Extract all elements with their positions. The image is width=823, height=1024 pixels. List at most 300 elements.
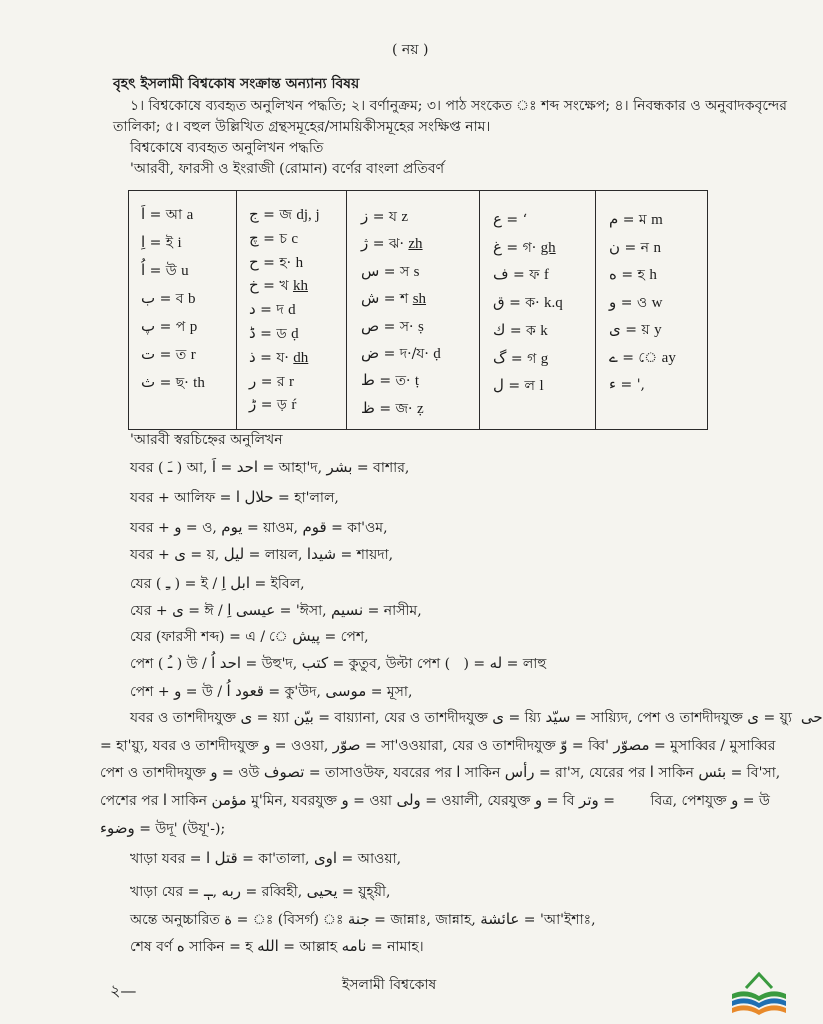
bengali-text: = সা'ওওয়ারা, যের ও তাশদীদযুক্ত bbox=[360, 738, 561, 754]
arabic-word: ـِ bbox=[165, 574, 171, 592]
roman-equivalent: m bbox=[651, 212, 663, 228]
bengali-equivalent: = ক bbox=[509, 323, 536, 339]
vowel-rule-line bbox=[130, 707, 823, 729]
arabic-word: ى bbox=[172, 601, 184, 619]
bengali-equivalent: = ই bbox=[149, 235, 174, 251]
logo-roof bbox=[746, 974, 772, 988]
roman-equivalent: th bbox=[193, 375, 205, 391]
vowel-rule-line bbox=[100, 762, 781, 784]
bengali-text: = য়, bbox=[185, 547, 224, 563]
arabic-letter: و bbox=[609, 293, 617, 311]
bengali-equivalent: = য় bbox=[625, 322, 650, 338]
letter-row bbox=[361, 370, 419, 391]
letter-row bbox=[361, 316, 424, 337]
roman-equivalent: p bbox=[189, 319, 198, 335]
letter-row bbox=[141, 204, 193, 225]
arabic-letter: ڈ bbox=[249, 324, 256, 342]
bengali-equivalent: = ছ· bbox=[159, 375, 189, 391]
bengali-text: = হা'য়্যু, যবর ও তাশদীদযুক্ত bbox=[100, 738, 264, 754]
arabic-word: ى bbox=[174, 545, 186, 563]
arabic-word: اُ bbox=[226, 682, 231, 700]
arabic-word: حلال bbox=[244, 488, 274, 506]
bengali-text: = আল্লাহ bbox=[278, 939, 342, 955]
bengali-text: = হা'লাল, bbox=[273, 490, 339, 506]
bengali-text: = ব্বি' bbox=[567, 738, 614, 754]
bengali-text: = কা'তালা, bbox=[237, 851, 314, 867]
bengali-text: যবর + আলিফ = bbox=[130, 490, 236, 506]
arabic-word: پيش bbox=[292, 627, 321, 645]
arabic-word: اُ bbox=[211, 654, 216, 672]
bengali-equivalent: = হ· bbox=[263, 255, 292, 271]
letter-row bbox=[609, 237, 661, 258]
letter-row bbox=[249, 371, 294, 392]
arabic-word: ا bbox=[162, 791, 168, 809]
arabic-letter: گ bbox=[493, 349, 507, 367]
roman-equivalent: w bbox=[651, 295, 663, 311]
bengali-text: = সায়্যিদ, পেশ ও তাশদীদযুক্ত bbox=[570, 710, 748, 726]
letter-row bbox=[493, 264, 549, 285]
bengali-equivalent: = ʻ bbox=[506, 212, 528, 228]
bengali-equivalent: = প bbox=[159, 319, 186, 335]
letter-row bbox=[493, 292, 563, 313]
roman-equivalent: i bbox=[177, 235, 182, 251]
arabic-letter: ء bbox=[609, 375, 617, 393]
arabic-word: ابل bbox=[230, 574, 250, 592]
bengali-text: ) = ই / bbox=[170, 576, 222, 592]
bengali-text: = বায়্যানা, যের ও তাশদীদযুক্ত bbox=[313, 710, 493, 726]
bengali-text: = ঃ (বিসর্গ) ঃ bbox=[232, 912, 348, 928]
arabic-letter: ح bbox=[249, 253, 259, 271]
arabic-word: تصوف bbox=[263, 763, 305, 781]
bengali-text: = শায়দা, bbox=[336, 547, 394, 563]
bengali-equivalent: = জ bbox=[263, 207, 292, 223]
page-marker: ( নয় ) bbox=[392, 42, 429, 58]
letter-row bbox=[249, 347, 308, 368]
vowel-rule-line bbox=[130, 881, 712, 903]
bengali-equivalent: = ও bbox=[620, 295, 648, 311]
bengali-text: = নামাহ। bbox=[366, 939, 424, 955]
bengali-text: = তাসাওউফ, যবরের পর bbox=[304, 765, 457, 781]
bengali-text: = কুতুব, উল্টা পেশ ( ) = bbox=[328, 656, 490, 672]
letter-row bbox=[493, 320, 548, 341]
arabic-word: سيّد bbox=[545, 708, 571, 726]
arabic-word: جنة bbox=[347, 910, 370, 928]
bengali-text: শেষ বর্ণ bbox=[130, 939, 177, 955]
bengali-text: = বি bbox=[542, 793, 580, 809]
contents-line-2: তালিকা; ৫। বহুল উল্লিখিত গ্রন্থসমূহের/সাময়িকীসমূহের সংক্ষিপ্ত নাম। bbox=[113, 119, 491, 135]
roman-equivalent: dj, j bbox=[296, 207, 320, 223]
bengali-text: = 'আ'ইশাঃ, bbox=[519, 912, 596, 928]
vowel-rule-line bbox=[100, 790, 770, 812]
roman-equivalent: z bbox=[401, 209, 409, 225]
roman-equivalent: r bbox=[289, 374, 295, 390]
bengali-text: = উহু'দ, bbox=[241, 656, 302, 672]
bengali-equivalent: = আ bbox=[149, 207, 183, 223]
bengali-text: = ওওয়া, bbox=[270, 738, 333, 754]
vowel-rule-line bbox=[130, 517, 712, 539]
bengali-equivalent: = ত bbox=[159, 347, 187, 363]
column-divider bbox=[236, 191, 237, 429]
roman-equivalent: h bbox=[649, 267, 657, 283]
arabic-word: له bbox=[489, 654, 503, 672]
bengali-equivalent: = ে bbox=[622, 350, 658, 366]
column-divider bbox=[479, 191, 480, 429]
arabic-letter: ك bbox=[493, 321, 506, 339]
roman-equivalent: b bbox=[188, 291, 196, 307]
bengali-text: = বি'সা, bbox=[726, 765, 781, 781]
bengali-text: = উ / bbox=[181, 684, 227, 700]
arabic-letter: ر bbox=[249, 372, 257, 390]
arabic-letter: ض bbox=[361, 344, 380, 362]
bengali-equivalent: = ব bbox=[159, 291, 184, 307]
bengali-text: = ওয়ালী, যেরযুক্ত bbox=[420, 793, 535, 809]
arabic-word: قوم bbox=[302, 518, 327, 536]
vowel-rule-line bbox=[130, 457, 712, 479]
arabic-word: اَ bbox=[211, 458, 217, 476]
arabic-letter: اُ bbox=[141, 261, 146, 279]
bengali-equivalent: = গ· bbox=[506, 240, 537, 256]
bengali-equivalent: = উ bbox=[149, 263, 177, 279]
arabic-letter: د bbox=[249, 300, 256, 318]
bengali-equivalent: = ম bbox=[622, 212, 647, 228]
arabic-word: وّ bbox=[560, 736, 568, 754]
arabic-word: ا bbox=[205, 849, 211, 867]
bengali-text: = উ bbox=[738, 793, 770, 809]
arabic-letter: ت bbox=[141, 345, 156, 363]
roman-equivalent: gh bbox=[540, 240, 556, 256]
roman-equivalent: dh bbox=[293, 350, 309, 366]
roman-equivalent: l bbox=[539, 378, 544, 394]
letter-row bbox=[609, 347, 676, 368]
arabic-word: اِ bbox=[227, 601, 232, 619]
arabic-word: و bbox=[210, 763, 218, 781]
bengali-equivalent: = ক· bbox=[509, 295, 540, 311]
arabic-word: ا bbox=[456, 763, 461, 781]
bengali-equivalent: = দ·/য· bbox=[383, 346, 429, 362]
arabic-word: نامه bbox=[341, 937, 367, 955]
letter-row bbox=[249, 275, 308, 296]
bengali-text: = আওয়া, bbox=[337, 851, 402, 867]
arabic-word: شيدا bbox=[306, 545, 337, 563]
arabic-letter: م bbox=[609, 210, 619, 228]
vowel-rule-line bbox=[100, 735, 776, 757]
bengali-text: অন্তে অনুচ্চারিত bbox=[130, 912, 225, 928]
table-caption: 'আরবী, ফারসী ও ইংরাজী (রোমান) বর্ণের বাংলা প্রতিবর্ণ bbox=[130, 161, 445, 177]
vowel-rule-line bbox=[130, 626, 712, 648]
bengali-text: যের (ফারসী শব্দ) = এ / ে bbox=[130, 629, 293, 645]
bengali-text: = য়্যু bbox=[759, 710, 801, 726]
arabic-word: عيسى bbox=[235, 601, 276, 619]
vowel-rule-line bbox=[130, 681, 712, 703]
bengali-text: সাকিন bbox=[653, 765, 699, 781]
letter-row bbox=[141, 288, 196, 309]
roman-equivalent: u bbox=[181, 263, 189, 279]
vowel-rule-line bbox=[100, 818, 712, 840]
arabic-letter: غ bbox=[493, 238, 502, 256]
bengali-text: পেশ ( bbox=[130, 656, 168, 672]
roman-equivalent: ṣ bbox=[417, 319, 424, 335]
bengali-text: = ইবিল, bbox=[250, 576, 305, 592]
arabic-letter: چ bbox=[249, 229, 259, 247]
bengali-text: = নাসীম, bbox=[363, 603, 422, 619]
arabic-word: ـُ bbox=[167, 654, 173, 672]
book-logo-icon bbox=[728, 968, 790, 1020]
arabic-word: اوى bbox=[313, 849, 338, 867]
subheading: বিশ্বকোষে ব্যবহৃত অনুলিখন পদ্ধতি bbox=[130, 140, 324, 156]
bengali-equivalent: = গ bbox=[510, 351, 537, 367]
arabic-word: ه bbox=[176, 937, 185, 955]
letter-row bbox=[609, 319, 662, 340]
letter-row bbox=[141, 344, 196, 365]
bengali-text: = জান্নাঃ, জান্নাহ, bbox=[369, 912, 481, 928]
roman-equivalent: c bbox=[291, 231, 299, 247]
bengali-text: = মুসাব্বির / মুসাব্বির bbox=[649, 738, 776, 754]
bengali-text: যের + bbox=[130, 603, 173, 619]
arabic-word: قتل bbox=[214, 849, 238, 867]
roman-equivalent: y bbox=[654, 322, 662, 338]
arabic-letter: ب bbox=[141, 289, 156, 307]
arabic-letter: ق bbox=[493, 293, 505, 311]
arabic-word: ى bbox=[747, 708, 760, 726]
bengali-text: = উদূ' (উযূ'-); bbox=[134, 821, 226, 837]
arabic-word: وتر bbox=[579, 791, 599, 809]
vowel-rule-line bbox=[130, 848, 712, 870]
letter-row bbox=[361, 261, 420, 282]
bengali-text: সাকিন = হ bbox=[184, 939, 258, 955]
vowel-rule-line bbox=[130, 600, 712, 622]
bengali-text: = ও, bbox=[181, 520, 222, 536]
letter-row bbox=[249, 252, 303, 273]
bengali-text: = য়্যি bbox=[504, 710, 546, 726]
arabic-word: عائشة bbox=[480, 910, 520, 928]
bengali-text: পেশ + bbox=[130, 684, 175, 700]
arabic-word: ـٖ bbox=[203, 882, 213, 900]
bengali-equivalent: = ন bbox=[624, 240, 650, 256]
bengali-equivalent: = ড bbox=[260, 326, 287, 342]
roman-equivalent: ḍ bbox=[433, 346, 441, 362]
bengali-text: মু'মিন, যবরযুক্ত bbox=[246, 793, 342, 809]
roman-equivalent: ay bbox=[661, 350, 676, 366]
bengali-equivalent: = ল bbox=[508, 378, 535, 394]
arabic-letter: ز bbox=[361, 207, 369, 225]
roman-equivalent: ḍ bbox=[291, 326, 299, 342]
bengali-equivalent: = দ bbox=[260, 302, 284, 318]
arabic-letter: ه bbox=[609, 265, 617, 283]
arabic-letter: ے bbox=[609, 348, 618, 366]
bengali-text: পেশ ও তাশদীদযুক্ত bbox=[100, 765, 211, 781]
arabic-word: و bbox=[174, 682, 182, 700]
bengali-text: যবর ( bbox=[130, 460, 168, 476]
bengali-text: = য়্যা bbox=[252, 710, 294, 726]
arabic-letter: ش bbox=[361, 289, 380, 307]
arabic-word: ى bbox=[240, 708, 253, 726]
letter-row bbox=[493, 237, 556, 258]
vowel-rule-line bbox=[130, 487, 712, 509]
letter-row bbox=[249, 204, 320, 225]
letter-row bbox=[361, 288, 426, 309]
vowel-rule-line bbox=[130, 936, 712, 958]
roman-equivalent: d bbox=[288, 302, 296, 318]
letter-row bbox=[141, 232, 182, 253]
letter-row bbox=[361, 343, 441, 364]
arabic-letter: اِ bbox=[141, 233, 146, 251]
arabic-letter: ڑ bbox=[249, 395, 257, 413]
roman-equivalent: k bbox=[540, 323, 548, 339]
arabic-letter: ذ bbox=[249, 348, 256, 366]
bengali-equivalent: = ', bbox=[620, 377, 645, 393]
letter-row bbox=[609, 292, 663, 313]
roman-equivalent: zh bbox=[408, 236, 423, 252]
letter-row bbox=[493, 209, 532, 230]
arabic-word: يوم bbox=[221, 518, 243, 536]
arabic-word: مصوّر bbox=[613, 736, 650, 754]
bengali-text: = রা'স, যেরের পর bbox=[534, 765, 650, 781]
bengali-equivalent: = ঝ· bbox=[372, 236, 404, 252]
roman-equivalent: ṭ bbox=[414, 373, 420, 389]
arabic-word: اِ bbox=[221, 574, 226, 592]
arabic-word: و bbox=[731, 791, 739, 809]
bengali-text: = ঈ / bbox=[183, 603, 228, 619]
bengali-text: পেশের পর bbox=[100, 793, 163, 809]
arabic-letter: ط bbox=[361, 371, 375, 389]
arabic-letter: خ bbox=[249, 276, 259, 294]
arabic-letter: ژ bbox=[361, 234, 369, 252]
bengali-equivalent: = খ bbox=[263, 278, 289, 294]
roman-equivalent: g bbox=[540, 351, 549, 367]
bengali-text: = রব্বিহী, bbox=[241, 884, 307, 900]
bengali-text: = bbox=[216, 460, 237, 476]
arabic-word: ربه bbox=[221, 882, 242, 900]
arabic-word: بئس bbox=[698, 763, 727, 781]
bengali-text: = য়াওম, bbox=[242, 520, 303, 536]
bengali-text: সাকিন bbox=[167, 793, 212, 809]
arabic-word: موسى bbox=[325, 682, 367, 700]
bengali-equivalent: = ত· bbox=[379, 373, 411, 389]
arabic-word: و bbox=[263, 736, 271, 754]
bengali-text: খাড়া যের = bbox=[130, 884, 204, 900]
arabic-word: ا bbox=[649, 763, 654, 781]
bengali-equivalent: = চ bbox=[263, 231, 287, 247]
arabic-word: قعود bbox=[235, 682, 264, 700]
arabic-letter: ل bbox=[493, 376, 504, 394]
arabic-word: ليل bbox=[223, 545, 245, 563]
arabic-word: حى bbox=[800, 708, 823, 726]
arabic-word: و bbox=[534, 791, 543, 809]
roman-equivalent: sh bbox=[412, 291, 427, 307]
column-divider bbox=[346, 191, 347, 429]
arabic-word: ـَ bbox=[167, 458, 173, 476]
bengali-text: = আহা'দ, bbox=[258, 460, 327, 476]
footer-page-number: ২— bbox=[110, 981, 137, 1000]
vowel-rule-line bbox=[130, 573, 712, 595]
letters-table bbox=[128, 190, 708, 430]
letter-row bbox=[493, 375, 544, 396]
contents-line-1: ১। বিশ্বকোষে ব্যবহৃত অনুলিখন পদ্ধতি; ২। বর্ণানুক্রম; ৩। পাঠ সংকেত ঃ শব্দ সংক্ষেপ; ৪। নিবন্ধকার ও অনুবাদকবৃন্দের bbox=[130, 98, 787, 114]
bengali-text: = পেশ, bbox=[320, 629, 369, 645]
footer-title: ইসলামী বিশ্বকোষ bbox=[342, 977, 437, 993]
letter-row bbox=[249, 323, 299, 344]
bengali-text: ) আ, bbox=[172, 460, 212, 476]
arabic-letter: ن bbox=[609, 238, 621, 256]
bengali-text: = লায়ল, bbox=[244, 547, 307, 563]
arabic-word: ا bbox=[235, 488, 240, 506]
arabic-letter: ع bbox=[493, 210, 502, 228]
bengali-text: = ওয়া bbox=[348, 793, 397, 809]
bengali-text: খাড়া যবর = bbox=[130, 851, 206, 867]
vowels-heading: 'আরবী স্বরচিহ্নের অনুলিখন bbox=[130, 432, 283, 448]
letter-row bbox=[249, 394, 296, 415]
bengali-text: = মূসা, bbox=[366, 684, 413, 700]
arabic-word: يحيى bbox=[306, 882, 338, 900]
arabic-word: مؤمن bbox=[211, 791, 247, 809]
arabic-word: و bbox=[341, 791, 349, 809]
roman-equivalent: ŕ bbox=[291, 397, 297, 413]
letter-row bbox=[361, 233, 423, 254]
letter-row bbox=[141, 372, 205, 393]
roman-equivalent: n bbox=[653, 240, 661, 256]
letter-row bbox=[249, 228, 298, 249]
arabic-word: رأس bbox=[504, 763, 535, 781]
arabic-word: ى bbox=[492, 708, 505, 726]
letter-row bbox=[609, 264, 657, 285]
arabic-word: وضوء bbox=[100, 819, 135, 837]
letter-row bbox=[141, 316, 197, 337]
arabic-word: و bbox=[174, 518, 182, 536]
bengali-equivalent: = য bbox=[372, 209, 397, 225]
arabic-letter: ص bbox=[361, 317, 380, 335]
arabic-letter: ج bbox=[249, 205, 259, 223]
letter-row bbox=[609, 374, 649, 395]
bengali-text: = 'ঈসা, bbox=[275, 603, 332, 619]
arabic-letter: ف bbox=[493, 265, 509, 283]
bengali-text: = কু'উদ, bbox=[263, 684, 326, 700]
column-divider bbox=[595, 191, 596, 429]
arabic-word: كتب bbox=[301, 654, 329, 672]
bengali-equivalent: = ড় bbox=[260, 397, 287, 413]
bengali-text: = ওউ bbox=[217, 765, 264, 781]
vowel-rule-line bbox=[130, 653, 712, 675]
roman-equivalent: ẓ bbox=[416, 401, 424, 417]
bengali-text: , bbox=[212, 884, 222, 900]
arabic-word: بشر bbox=[326, 458, 353, 476]
bengali-text: = বিত্র, পেশযুক্ত bbox=[598, 793, 732, 809]
bengali-equivalent: = স· bbox=[383, 319, 414, 335]
arabic-word: ولى bbox=[396, 791, 421, 809]
bengali-text: যবর ও তাশদীদযুক্ত bbox=[130, 710, 241, 726]
section-heading: বৃহৎ ইসলামী বিশ্বকোষ সংক্রান্ত অন্যান্য বিষয় bbox=[113, 76, 360, 92]
arabic-letter: ث bbox=[141, 373, 156, 391]
roman-equivalent: kh bbox=[292, 278, 308, 294]
arabic-word: الله bbox=[257, 937, 279, 955]
bengali-text: যের ( bbox=[130, 576, 166, 592]
letter-row bbox=[361, 206, 408, 227]
bengali-text: সাকিন bbox=[460, 765, 505, 781]
bengali-equivalent: = শ bbox=[383, 291, 409, 307]
arabic-word: احد bbox=[219, 654, 242, 672]
bengali-text: ) উ / bbox=[172, 656, 212, 672]
roman-equivalent: a bbox=[186, 207, 194, 223]
arabic-word: نسيم bbox=[331, 601, 364, 619]
roman-equivalent: k.q bbox=[543, 295, 563, 311]
bengali-text: যবর + bbox=[130, 520, 175, 536]
bengali-text: = কা'ওম, bbox=[326, 520, 388, 536]
bengali-text: = য়ুহ্য়ী, bbox=[337, 884, 391, 900]
roman-equivalent: h bbox=[295, 255, 304, 271]
letter-row bbox=[493, 348, 548, 369]
bengali-equivalent: = স bbox=[383, 264, 410, 280]
vowel-rule-line bbox=[130, 909, 712, 931]
bengali-equivalent: = জ· bbox=[379, 401, 413, 417]
